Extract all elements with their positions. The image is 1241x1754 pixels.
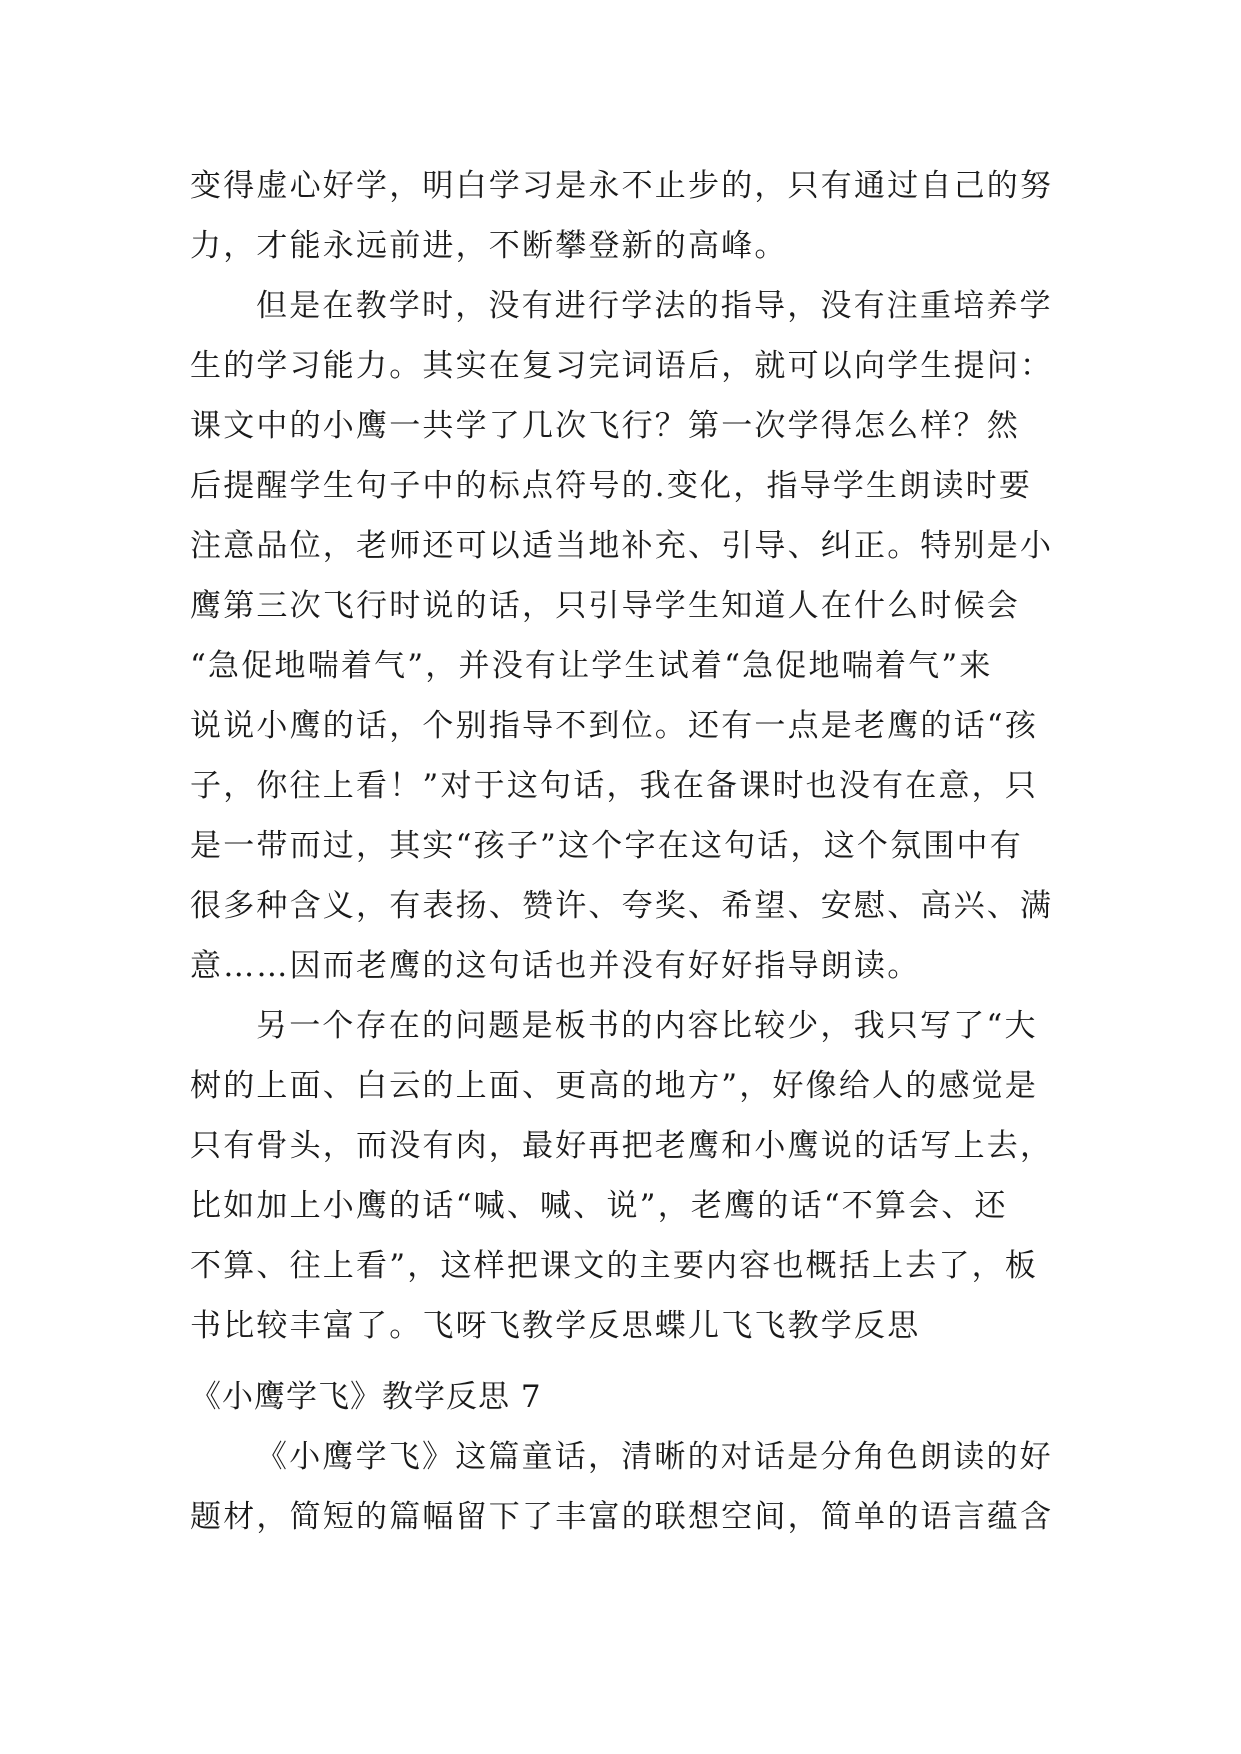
section-heading: 《小鹰学飞》教学反思 7 <box>190 1379 542 1415</box>
text-line: 只有骨头，而没有肉，最好再把老鹰和小鹰说的话写上去， <box>190 1128 1054 1164</box>
text-line: “急促地喘着气”，并没有让学生试着“急促地喘着气”来 <box>190 648 993 684</box>
text-line: 后提醒学生句子中的标点符号的.变化，指导学生朗读时要 <box>190 468 1033 504</box>
text-line: 子，你往上看！”对于这句话，我在备课时也没有在意，只 <box>190 768 1039 804</box>
text-line: 很多种含义，有表扬、赞许、夸奖、希望、安慰、高兴、满 <box>190 888 1054 924</box>
text-line: 不算、往上看”，这样把课文的主要内容也概括上去了，板 <box>190 1248 1039 1284</box>
text-line: 说说小鹰的话，个别指导不到位。还有一点是老鹰的话“孩 <box>190 708 1039 744</box>
text-line: 是一带而过，其实“孩子”这个字在这句话，这个氛围中有 <box>190 828 1023 864</box>
text-line: 意……因而老鹰的这句话也并没有好好指导朗读。 <box>190 948 921 984</box>
paragraph-first-line: 另一个存在的问题是板书的内容比较少，我只写了“大 <box>256 1008 1038 1044</box>
paragraph-first-line: 《小鹰学飞》这篇童话，清晰的对话是分角色朗读的好 <box>256 1439 1053 1475</box>
text-line: 生的学习能力。其实在复习完词语后，就可以向学生提问： <box>190 348 1054 384</box>
text-line: 鹰第三次飞行时说的话，只引导学生知道人在什么时候会 <box>190 588 1020 624</box>
document-body <box>190 156 1054 1356</box>
text-line: 比如加上小鹰的话“喊、喊、说”，老鹰的话“不算会、还 <box>190 1188 1008 1224</box>
text-line: 课文中的小鹰一共学了几次飞行？第一次学得怎么样？然 <box>190 408 1020 444</box>
text-line: 题材，简短的篇幅留下了丰富的联想空间，简单的语言蕴含 <box>190 1499 1054 1535</box>
text-line: 书比较丰富了。飞呀飞教学反思蝶儿飞飞教学反思 <box>190 1308 921 1344</box>
section-body <box>190 1427 1054 1547</box>
paragraph-first-line: 但是在教学时，没有进行学法的指导，没有注重培养学 <box>256 288 1053 324</box>
text-line: 变得虚心好学，明白学习是永不止步的，只有通过自己的努 <box>190 168 1054 204</box>
text-line: 注意品位，老师还可以适当地补充、引导、纠正。特别是小 <box>190 528 1054 564</box>
text-line: 力，才能永远前进，不断攀登新的高峰。 <box>190 228 788 264</box>
text-line: 树的上面、白云的上面、更高的地方”，好像给人的感觉是 <box>190 1068 1039 1104</box>
